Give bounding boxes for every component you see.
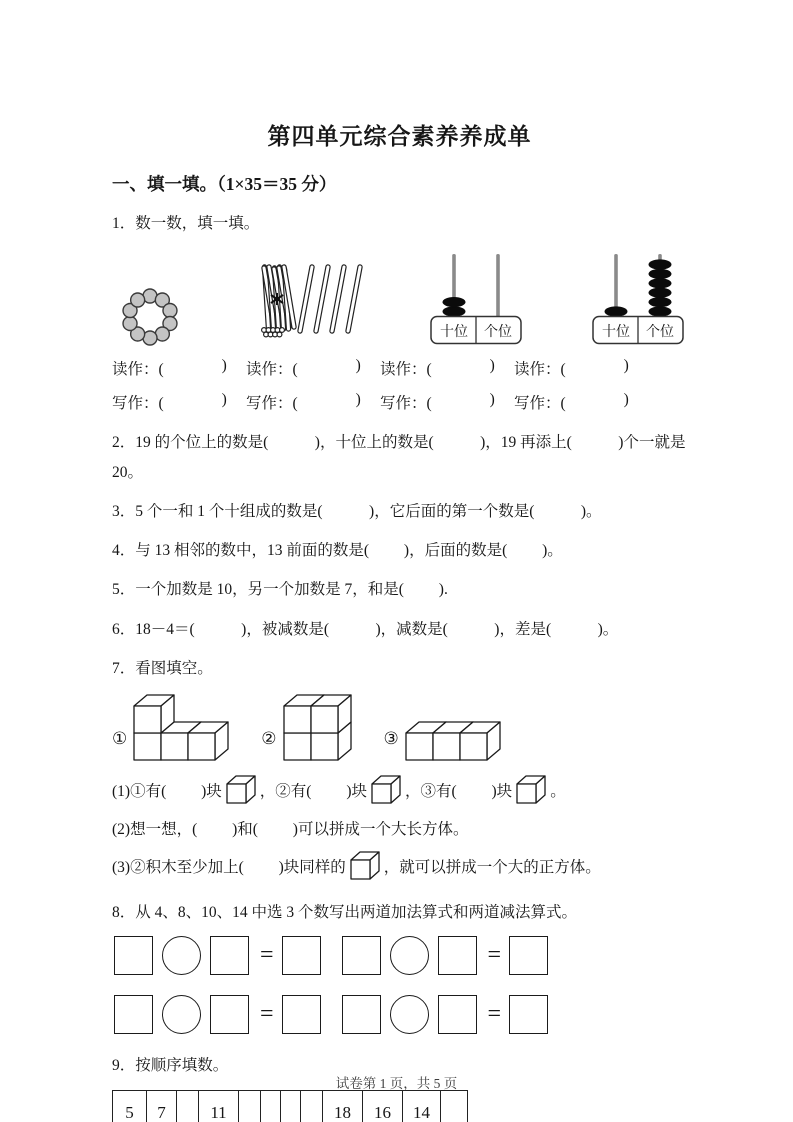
read-as-blank: 读作：( ) [380,357,495,379]
cube-figure-2-drawing [281,692,354,763]
circle-blank [162,936,201,975]
equation-blanks-row-2 [114,995,687,1034]
write-as-blank: 写作：( ) [514,391,629,413]
sequence-cell: 7 [147,1091,177,1122]
sequence-cell: 11 [199,1091,239,1122]
sequence-cell [281,1091,301,1122]
cube-figure-3 [384,719,503,763]
cube-figure-2 [261,692,353,763]
svg-text:十位: 十位 [440,325,468,341]
sequence-cell: 14 [403,1091,441,1122]
circle-blank [390,936,429,975]
cube-figure-3-drawing [403,719,503,763]
question-2-line2: 20。 [112,463,144,481]
write-as-blank: 写作：( ) [380,391,495,413]
section-heading: 一、填一填。（1×35＝35 分） [112,174,337,194]
sequence-cell [441,1091,467,1122]
circled-label-3: ③ [383,729,399,748]
box-blank [342,936,381,975]
cube-figure-1 [112,692,231,763]
circle-blank [390,995,429,1034]
sequence-table [112,1090,468,1122]
sequence-cell [177,1091,199,1122]
box-blank [342,995,381,1034]
circled-label-2: ② [261,729,277,748]
read-as-row [112,357,687,379]
bead-ring-figure [118,281,182,347]
svg-text:个位: 个位 [646,325,674,341]
question-7-sub3: (3)②积木至少加上( )块同样的 ，就可以拼成一个大的正方体。 [112,849,687,883]
sequence-cell: 18 [323,1091,363,1122]
box-blank [282,995,321,1034]
box-blank [509,936,548,975]
cube-icon [514,773,548,807]
question-5: 5．一个加数是 10，另一个加数是 7，和是( ). [112,581,448,599]
sequence-cell: 5 [113,1091,147,1122]
svg-text:十位: 十位 [602,325,630,341]
box-blank [509,995,548,1034]
sequence-cell [239,1091,261,1122]
write-as-row [112,391,687,413]
cube-icon [224,773,258,807]
question-8: 8．从 4、8、10、14 中选 3 个数写出两道加法算式和两道减法算式。 [112,904,578,921]
question-7-sub2: (2)想一想，( )和( )可以拼成一个大长方体。 [112,821,469,838]
equals-sign: = [487,1001,502,1028]
page-footer: 试卷第 1 页，共 5 页 [335,1076,458,1091]
svg-text:个位: 个位 [484,325,512,341]
question-2-line1: 2．19 的个位上的数是( )，十位上的数是( )，19 再添上( )个一就是 [112,434,686,452]
box-blank [282,936,321,975]
sequence-cell [261,1091,281,1122]
circle-blank [162,995,201,1034]
question-6: 6．18－4＝( )，被减数是( )，减数是( )，差是( )。 [112,620,619,638]
box-blank [438,995,477,1034]
cube-icon [348,849,382,883]
circled-label-1: ① [112,729,128,748]
equals-sign: = [487,942,502,969]
sequence-cell [301,1091,323,1122]
place-value-counter-2 [590,250,686,347]
equals-sign: = [260,1001,274,1028]
cube-icon [369,773,403,807]
question-3: 3．5 个一和 1 个十组成的数是( )，它后面的第一个数是( )。 [112,502,602,520]
counting-sticks-figure [248,257,370,347]
sequence-cell: 16 [363,1091,403,1122]
write-as-blank: 写作：( ) [246,391,361,413]
write-as-blank: 写作：( ) [112,391,227,413]
question-7: 7．看图填空。 [112,659,213,677]
question-4: 4．与 13 相邻的数中，13 前面的数是( )，后面的数是( )。 [112,542,563,559]
cube-figures-row [112,692,687,763]
question-1: 1．数一数，填一填。 [112,215,260,232]
counting-pictures-row [112,247,687,347]
read-as-blank: 读作：( ) [514,357,629,379]
box-blank [438,936,477,975]
read-as-blank: 读作：( ) [112,357,227,379]
page-title: 第四单元综合素养养成单 [267,124,532,149]
question-9: 9．按顺序填数。 [112,1057,229,1075]
box-blank [114,936,153,975]
equation-blanks-row-1 [114,936,687,975]
question-7-sub1: (1)①有( )块 ，②有( )块 ，③有( )块 。 [112,773,687,807]
box-blank [210,995,249,1034]
place-value-counter-1 [428,250,524,347]
box-blank [114,995,153,1034]
cube-figure-1-drawing [131,692,231,763]
box-blank [210,936,249,975]
equals-sign: = [260,942,274,969]
read-as-blank: 读作：( ) [246,357,361,379]
